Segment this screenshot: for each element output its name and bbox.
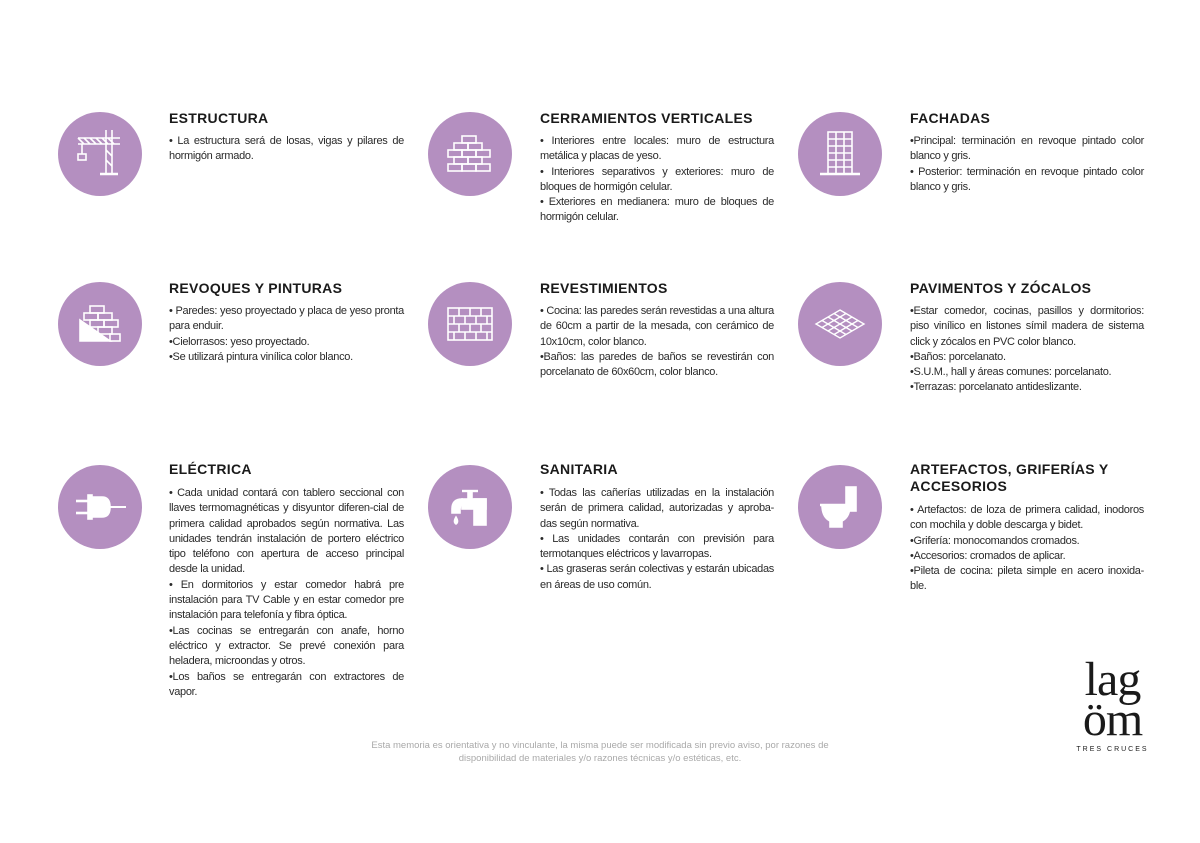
section-title: PAVIMENTOS Y ZÓCALOS xyxy=(910,280,1092,296)
section-title: REVESTIMIENTOS xyxy=(540,280,668,296)
section-title: SANITARIA xyxy=(540,461,618,477)
section-body: •Estar comedor, cocinas, pasillos y dormitorios: piso vinílico en listones símil madera de sistema click y zócalos en PVC color blanco. •Baños: porcelanato. •S.U.M., hall y áreas comunes: porcelanato. •Terrazas: porcelanato antideslizante. xyxy=(910,305,1144,394)
logo-line-2: öm xyxy=(1082,693,1143,746)
plaster-wall-icon xyxy=(58,282,142,366)
logo xyxy=(1075,653,1150,753)
electric-plug-icon xyxy=(58,465,142,549)
logo-subtitle: TRES CRUCES xyxy=(1076,746,1149,753)
section-title: ELÉCTRICA xyxy=(169,461,252,477)
section-title: ESTRUCTURA xyxy=(169,110,269,126)
section-body: • Paredes: yeso proyectado y placa de yeso pronta para enduir. •Cielorrasos: yeso proyectado. •Se utilizará pintura vinílica color blanco. xyxy=(169,305,404,363)
section-body: • La estructura será de losas, vigas y pilares de hormigón armado. xyxy=(169,135,404,163)
building-facade-icon xyxy=(798,112,882,196)
section-title: ARTEFACTOS, GRIFERÍAS Y ACCESORIOS xyxy=(910,461,1109,494)
section-body: • Interiores entre locales: muro de estructura metálica y placas de yeso. • Interiores separativos y exteriores: muro de bloques de hormigón celular. • Exteriores en medianera: muro de bloques de hormigón celular. xyxy=(540,135,774,224)
disclaimer-line-1: Esta memoria es orientativa y no vinculante, la misma puede ser modificada sin previo aviso, por razones de xyxy=(371,740,829,751)
section-title: REVOQUES Y PINTURAS xyxy=(169,280,343,296)
brick-wall-icon xyxy=(428,112,512,196)
section-body: • Cocina: las paredes serán revestidas a una altura de 60cm a partir de la mesada, con cerámico de 10x10cm, color blanco. •Baños: las paredes de baños se revestirán con porcelanato de 60x60cm, color blanco. xyxy=(540,305,774,379)
water-tap-icon xyxy=(428,465,512,549)
floor-tiles-icon xyxy=(798,282,882,366)
disclaimer-line-2: disponibilidad de materiales y/o razones técnicas y/o estéticas, etc. xyxy=(458,752,742,764)
crane-icon xyxy=(58,112,142,196)
section-body: • Todas las cañerías utilizadas en la instalación serán de primera calidad, autorizadas y aproba-das según normativa. • Las unidades contarán con previsión para termotanques eléctricos y lavarropas. • Las graseras serán colectivas y estarán ubicadas en áreas de uso común. xyxy=(540,487,774,591)
section-body: • Artefactos: de loza de primera calidad, inodoros con mochila y doble descarga y bidet. •Grifería: monocomandos cromados. •Accesorios: cromados de aplicar. •Pileta de cocina: pileta simple en acero inoxida-ble. xyxy=(910,504,1144,593)
logo-line-1: lag xyxy=(1084,653,1141,706)
disclaimer xyxy=(330,740,870,765)
section-body: •Principal: terminación en revoque pintado color blanco y gris. • Posterior: terminación en revoque pintado color blanco y gris. xyxy=(910,135,1144,193)
section-title: FACHADAS xyxy=(910,110,991,126)
wall-tiles-icon xyxy=(428,282,512,366)
section-body: • Cada unidad contará con tablero seccional con llaves termomagnéticas y disyuntor diferen-cial de primera calidad aprobados según normativa. Las unidades tendrán instalación de portero eléctrico tipo teléfono con apertura de acceso principal desde la unidad. • En dormitorios y estar comedor habrá pre instalación para TV Cable y en estar comedor pre instalación para telefonía y fibra óptica. •Las cocinas se entregarán con anafe, horno eléctrico y extractor. Se prevé conexión para heladera, microondas y otros. •Los baños se entregarán con extractores de vapor. xyxy=(169,487,404,698)
section-title: CERRAMIENTOS VERTICALES xyxy=(540,110,753,126)
toilet-icon xyxy=(798,465,882,549)
